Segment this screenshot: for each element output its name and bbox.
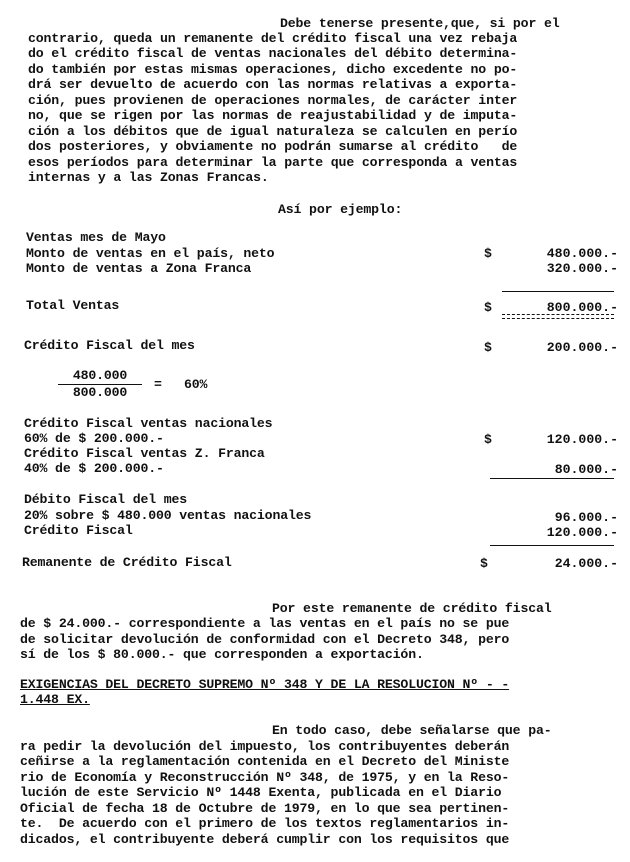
monthly-credit-amount: 200.000.- — [546, 340, 618, 355]
text-line: ra pedir la devolución del impuesto, los contribuyentes deberán — [20, 739, 510, 754]
text-line: drá ser devuelto de acuerdo con las normas relativas a exporta- — [28, 77, 518, 92]
text-line: En todo caso, debe señalarse que pa- — [272, 723, 552, 738]
franca-credit-amount: 80.000.- — [554, 462, 618, 477]
text-line: rio de Economía y Reconstrucción Nº 348, de 1975, y en la Reso- — [20, 770, 510, 785]
national-credit-label: Crédito Fiscal ventas nacionales — [24, 416, 273, 431]
example-heading: Así por ejemplo: — [278, 202, 403, 217]
currency-symbol: $ — [484, 300, 492, 315]
zone-sales-amount: 320.000.- — [546, 261, 618, 276]
currency-symbol: $ — [484, 246, 492, 261]
currency-symbol: $ — [484, 432, 492, 447]
text-line: lución de este Servicio Nº 1448 Exenta, publicada en el Diario — [20, 785, 502, 800]
monthly-debit-calc: 20% sobre $ 480.000 ventas nacionales — [24, 508, 312, 523]
text-line: sí de los $ 80.000.- que corresponden a exportación. — [20, 647, 424, 662]
text-line: ceñirse a la reglamentación contenida en el Decreto del Ministe — [20, 754, 510, 769]
franca-credit-label: Crédito Fiscal ventas Z. Franca — [24, 446, 265, 461]
text-line: Debe tenerse presente,que, si por el — [280, 16, 560, 31]
text-line: te. De acuerdo con el primero de los textos reglamentarios in- — [20, 816, 510, 831]
text-line: Por este remanente de crédito fiscal — [272, 601, 552, 616]
section-heading-line: EXIGENCIAS DEL DECRETO SUPREMO Nº 348 Y DE LA RESOLUCION Nº - - — [20, 677, 510, 692]
fiscal-credit-amount: 120.000.- — [546, 525, 618, 540]
text-line: ción, pues provienen de operaciones normales, de carácter inter — [28, 93, 518, 108]
text-line: de $ 24.000.- correspondiente a las ventas en el país no se pue — [20, 616, 510, 631]
fraction-denominator: 800.000 — [72, 385, 128, 400]
text-line: internas y a las Zonas Francas. — [28, 170, 269, 185]
total-sales-amount: 800.000.- — [546, 300, 618, 315]
month-label: Ventas mes de Mayo — [26, 230, 166, 245]
remanente-label: Remanente de Crédito Fiscal — [22, 555, 232, 570]
text-line: do también por estas mismas operaciones, dicho excedente no po- — [28, 62, 518, 77]
fraction-equals: = — [154, 377, 162, 392]
franca-credit-calc: 40% de $ 200.000.- — [24, 461, 164, 476]
text-line: no, que se rigen por las normas de reajustabilidad y de imputa- — [28, 108, 518, 123]
subtraction-rule — [490, 545, 614, 546]
fraction-result: 60% — [184, 377, 208, 392]
monthly-debit-label: Débito Fiscal del mes — [24, 492, 188, 507]
text-line: contrario, queda un remanente del crédito fiscal una vez rebaja — [28, 31, 518, 46]
sum-rule — [502, 291, 614, 292]
text-line: de solicitar devolución de conformidad con el Decreto 348, pero — [20, 632, 510, 647]
monthly-debit-amount: 96.000.- — [554, 510, 618, 525]
text-line: dos posteriores, y obviamente no podrán sumarse al crédito de — [28, 139, 518, 154]
domestic-sales-label: Monto de ventas en el país, neto — [26, 246, 275, 261]
franca-rule — [490, 478, 614, 479]
remanente-amount: 24.000.- — [554, 556, 618, 571]
currency-symbol: $ — [484, 340, 492, 355]
section-heading-line: 1.448 EX. — [20, 692, 90, 707]
text-line: ción a los débitos que de igual naturaleza se calculen en perío — [28, 124, 518, 139]
domestic-sales-amount: 480.000.- — [546, 246, 618, 261]
national-credit-calc: 60% de $ 200.000.- — [24, 431, 164, 446]
zone-sales-label: Monto de ventas a Zona Franca — [26, 261, 252, 276]
total-sales-label: Total Ventas — [26, 298, 120, 313]
currency-symbol: $ — [480, 556, 488, 571]
text-line: do el crédito fiscal de ventas nacionales del débito determina- — [28, 46, 518, 61]
national-credit-amount: 120.000.- — [546, 432, 618, 447]
monthly-credit-label: Crédito Fiscal del mes — [24, 338, 195, 353]
total-double-rule — [502, 314, 614, 319]
text-line: dicados, el contribuyente deberá cumplir con los requisitos que — [20, 832, 510, 847]
fiscal-credit-label: Crédito Fiscal — [24, 523, 133, 538]
fraction-numerator: 480.000 — [72, 368, 128, 383]
text-line: Oficial de fecha 18 de Octubre de 1979, en lo que sea pertinen- — [20, 801, 510, 816]
text-line: esos períodos para determinar la parte que corresponda a ventas — [28, 155, 518, 170]
